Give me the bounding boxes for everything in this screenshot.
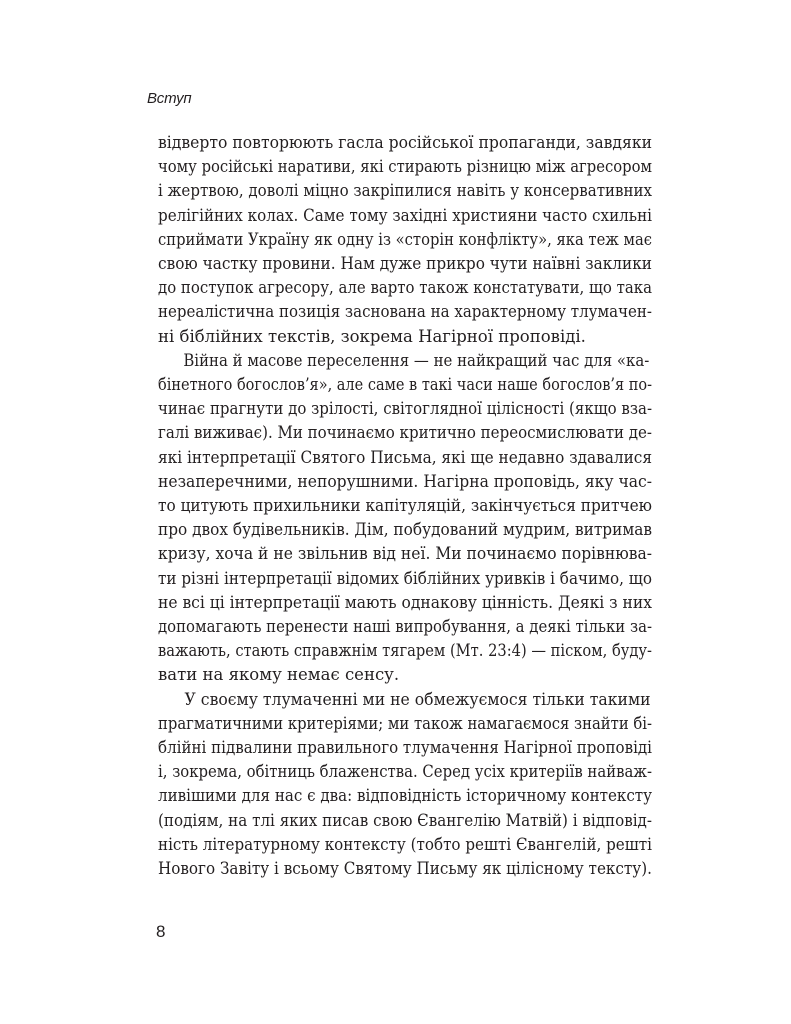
text-line: ність літературному контексту (тобто решті Євангелій, решті	[158, 834, 652, 854]
text-line: ні біблійних текстів, зокрема Нагірної проповіді.	[158, 326, 586, 346]
text-line: і, зокрема, обітниць блаженства. Серед усіх критеріїв найваж-	[158, 762, 652, 782]
text-line: У своєму тлумаченні ми не обмежуємося тільки такими	[184, 689, 651, 709]
text-line: галі виживає). Ми починаємо критично переосмислювати де-	[158, 423, 653, 443]
text-line: до поступок агресору, але варто також констатувати, що така	[158, 278, 652, 298]
paragraph-3	[158, 688, 652, 882]
text-line: чому російські наративи, які стирають різницю між агресором	[158, 157, 653, 177]
text-line: то цитують прихильники капітуляцій, закінчується притчею	[158, 496, 653, 516]
text-line: ти різні інтерпретації відомих біблійних уривків і бачимо, що	[158, 568, 652, 588]
text-line: допомагають перенести наші випробування, а деякі тільки за-	[158, 617, 652, 637]
page-number: 8	[156, 922, 166, 941]
text-line: прагматичними критеріями; ми також намагаємося знайти бі-	[158, 713, 653, 733]
text-line: нереалістична позиція заснована на характерному тлумачен-	[158, 302, 652, 322]
body-text	[158, 131, 652, 881]
text-line: і жертвою, доволі міцно закріпилися навіть у консервативних	[158, 181, 653, 201]
text-line: блійні підвалини правильного тлумачення Нагірної проповіді	[158, 738, 652, 758]
text-line: бінетного богослов’я», але саме в такі часи наше богослов’я по-	[158, 375, 653, 395]
text-line: сприймати Україну як одну із «сторін конфлікту», яка теж має	[158, 229, 653, 249]
text-line: ливішими для нас є два: відповідність історичному контексту	[158, 786, 653, 806]
text-line: важають, стають справжнім тягарем (Мт. 23:4) — піском, буду-	[158, 641, 652, 661]
text-line: Війна й масове переселення — не найкращий час для «ка-	[183, 350, 650, 370]
text-line: кризу, хоча й не звільнив від неї. Ми починаємо порівнюва-	[158, 544, 652, 564]
text-line: чинає прагнути до зрілості, світоглядної цілісності (якщо взa-	[158, 399, 653, 419]
text-line: вати на якому немає сенсу.	[158, 665, 400, 685]
text-line: свою частку провини. Нам дуже прикро чути наївні заклики	[158, 254, 652, 274]
paragraph-1	[158, 131, 652, 349]
text-line: не всі ці інтерпретації мають однакову цінність. Деякі з них	[158, 592, 652, 612]
text-line: незаперечними, непорушними. Нагірна проповідь, яку час-	[158, 471, 652, 491]
text-line: відверто повторюють гасла російської пропаганди, завдяки	[158, 133, 653, 152]
running-head: Вступ	[147, 90, 192, 107]
paragraph-2	[158, 349, 652, 688]
text-line: (подіям, на тлі яких писав свою Євангелію Матвій) і відповід-	[158, 810, 652, 830]
text-line: релігійних колах. Саме тому західні християни часто схильні	[158, 205, 653, 225]
text-line: які інтерпретації Святого Письма, які ще недавно здавалися	[158, 447, 653, 467]
text-line: про двох будівельників. Дім, побудований мудрим, витримав	[158, 520, 652, 540]
text-line: Нового Завіту і всьому Святому Письму як цілісному тексту).	[158, 859, 652, 879]
